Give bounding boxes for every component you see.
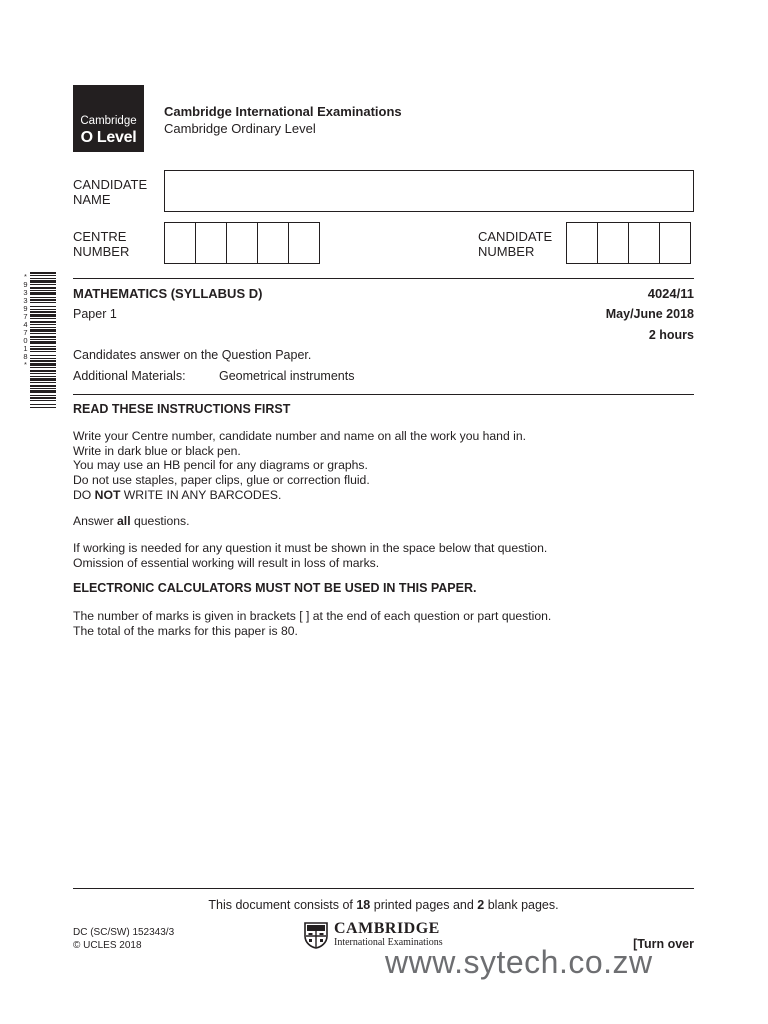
centre-number-cell[interactable] — [257, 222, 289, 264]
cambridge-subtitle: International Examinations — [334, 937, 443, 948]
working-instructions: If working is needed for any question it must be shown in the space below that question. Omission of essential working will result in loss of marks. — [73, 541, 548, 570]
cambridge-wordmark: CAMBRIDGE — [334, 920, 440, 937]
exam-session: May/June 2018 — [605, 307, 694, 321]
subject-title: MATHEMATICS (SYLLABUS D) — [73, 286, 263, 301]
turn-over-note: [Turn over — [633, 937, 694, 951]
footer-codes — [73, 926, 174, 952]
paper-code: 4024/11 — [647, 286, 694, 301]
dc-code: DC (SC/SW) 152343/3 — [73, 927, 175, 938]
centre-number-cell[interactable] — [195, 222, 227, 264]
footer-divider — [73, 888, 694, 889]
instruction-line: Write in dark blue or black pen. — [73, 443, 241, 458]
candidate-number-cell[interactable] — [597, 222, 629, 264]
materials-value: Geometrical instruments — [219, 369, 355, 383]
materials-label: Additional Materials: — [73, 369, 186, 383]
page-count-note: This document consists of 18 printed pages and 2 blank pages. — [208, 898, 559, 912]
candidate-number-cell[interactable] — [566, 222, 598, 264]
instruction-line: Do not use staples, paper clips, glue or correction fluid. — [73, 473, 370, 488]
barcode-icon — [30, 272, 56, 408]
centre-number-label: CENTRE NUMBER — [73, 229, 130, 259]
cambridge-crest-icon — [304, 922, 328, 949]
exam-level: Cambridge Ordinary Level — [164, 121, 316, 136]
answer-on-paper: Candidates answer on the Question Paper. — [73, 348, 312, 362]
instructions-heading: READ THESE INSTRUCTIONS FIRST — [73, 402, 291, 416]
instruction-line-barcodes: DO NOT WRITE IN ANY BARCODES. — [73, 487, 282, 502]
candidate-number-field[interactable] — [566, 222, 691, 264]
centre-number-cell[interactable] — [226, 222, 258, 264]
instruction-line: Write your Centre number, candidate number and name on all the work you hand in. — [73, 429, 527, 443]
answer-all-line: Answer all questions. — [73, 514, 190, 528]
barcode-digits: *9339747018* — [21, 272, 30, 368]
centre-number-cell[interactable] — [288, 222, 320, 264]
calculator-warning: ELECTRONIC CALCULATORS MUST NOT BE USED IN THIS PAPER. — [73, 581, 477, 595]
instruction-line: You may use an HB pencil for any diagrams or graphs. — [73, 458, 368, 473]
candidate-number-label: CANDIDATE NUMBER — [478, 229, 553, 259]
candidate-name-label: CANDIDATE NAME — [73, 177, 148, 207]
centre-number-cell[interactable] — [164, 222, 196, 264]
marks-instructions: The number of marks is given in brackets [ ] at the end of each question or part question. The total of the marks for this paper is 80. — [73, 609, 552, 638]
divider — [73, 278, 694, 279]
centre-number-field[interactable] — [164, 222, 320, 264]
candidate-number-cell[interactable] — [659, 222, 691, 264]
cambridge-o-level-logo — [73, 85, 144, 152]
candidate-name-field[interactable] — [164, 170, 694, 212]
copyright: © UCLES 2018 — [73, 940, 142, 951]
candidate-number-cell[interactable] — [628, 222, 660, 264]
exam-board: Cambridge International Examinations — [164, 104, 402, 119]
exam-duration: 2 hours — [648, 328, 694, 342]
logo-line1: Cambridge — [80, 115, 137, 127]
website-watermark: www.sytech.co.zw — [385, 944, 653, 980]
divider — [73, 394, 694, 395]
paper-number: Paper 1 — [73, 307, 117, 321]
instructions-list — [73, 429, 526, 503]
logo-line2: O Level — [80, 129, 137, 146]
